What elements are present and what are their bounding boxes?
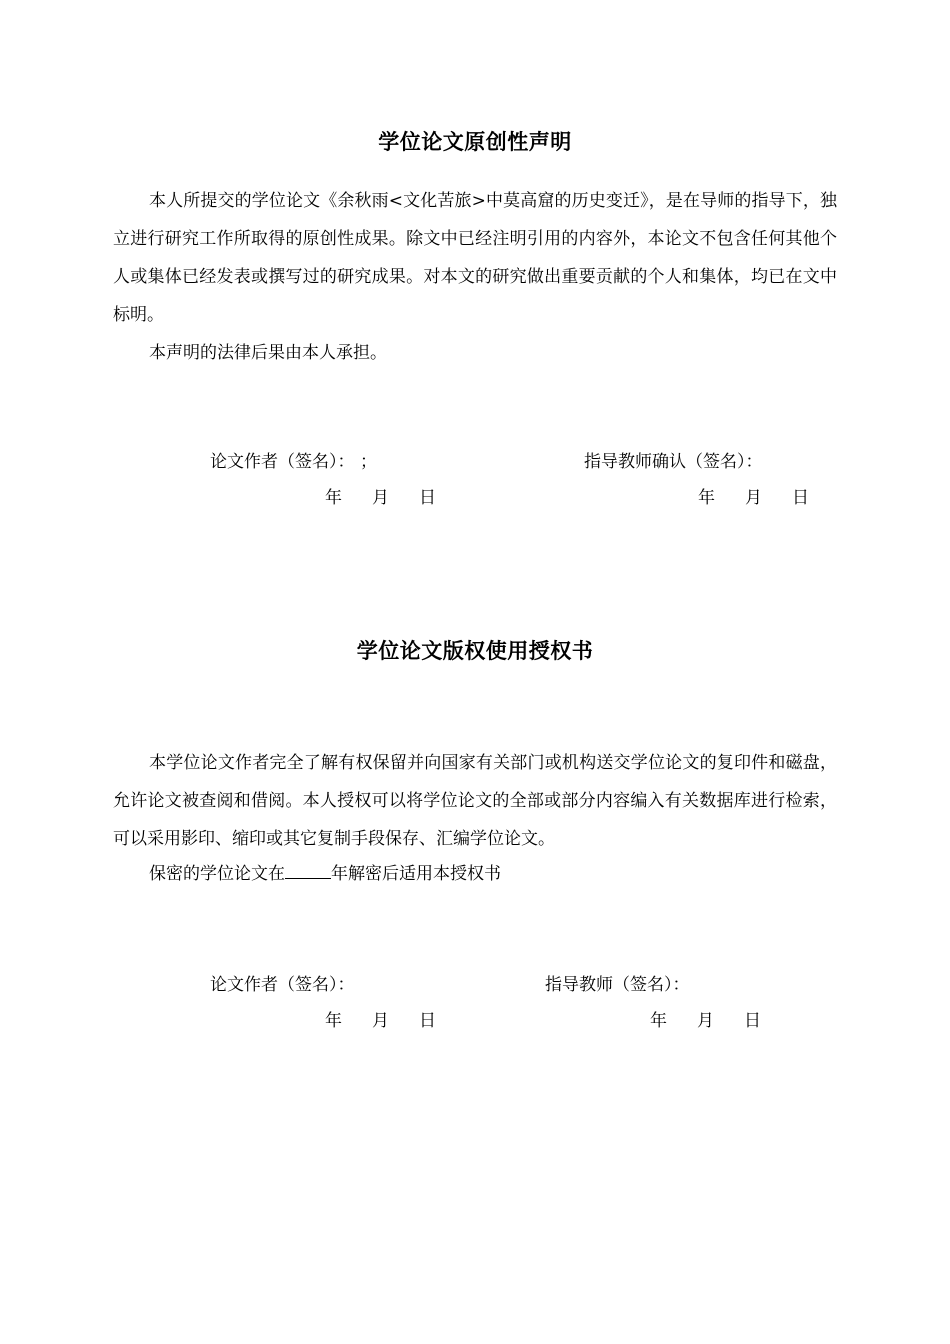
date-day: 日 [744,1011,761,1031]
date-month: 月 [372,488,389,508]
date-year: 年 [325,488,342,508]
authorization-advisor-date [650,1006,761,1031]
authorization-title: 学位论文版权使用授权书 [356,639,594,663]
date-year: 年 [325,1011,342,1031]
date-day: 日 [792,488,809,508]
date-year: 年 [650,1011,667,1031]
secret-years-blank [285,864,331,879]
date-year: 年 [698,488,715,508]
date-month: 月 [745,488,762,508]
declaration-author-date [325,483,436,508]
authorization-paragraph-1: 本学位论文作者完全了解有权保留并向国家有关部门或机构送交学位论文的复印件和磁盘，允许论文被查阅和借阅。本人授权可以将学位论文的全部或部分内容编入有关数据库进行检索，可以采用影印、缩印或其它复制手段保存、汇编学位论文。 [113,753,837,849]
authorization-author-signature: 论文作者（签名）： [210,975,355,995]
declaration-author-signature [210,447,377,472]
declaration-author-mark: ； [360,452,377,472]
declaration-author-label: 论文作者（签名）： [210,452,346,472]
date-day: 日 [419,488,436,508]
authorization-secret-suffix: 年解密后适用本授权书 [331,864,501,884]
authorization-advisor-signature: 指导教师（签名）： [545,975,690,995]
date-month: 月 [697,1011,714,1031]
declaration-advisor-date [698,483,809,508]
declaration-advisor-signature: 指导教师确认（签名）： [584,452,763,472]
authorization-author-date [325,1006,436,1031]
authorization-secret-prefix: 保密的学位论文在 [149,864,285,884]
date-month: 月 [372,1011,389,1031]
authorization-paragraph-2 [113,855,837,893]
declaration-paragraph-1: 本人所提交的学位论文《余秋雨<文化苦旅>中莫高窟的历史变迁》，是在导师的指导下，独立进行研究工作所取得的原创性成果。除文中已经注明引用的内容外，本论文不包含任何其他个人或集体已经发表或撰写过的研究成果。对本文的研究做出重要贡献的个人和集体，均已在文中标明。 [113,191,837,325]
declaration-title: 学位论文原创性声明 [378,130,572,154]
date-day: 日 [419,1011,436,1031]
declaration-paragraph-2: 本声明的法律后果由本人承担。 [149,343,387,363]
